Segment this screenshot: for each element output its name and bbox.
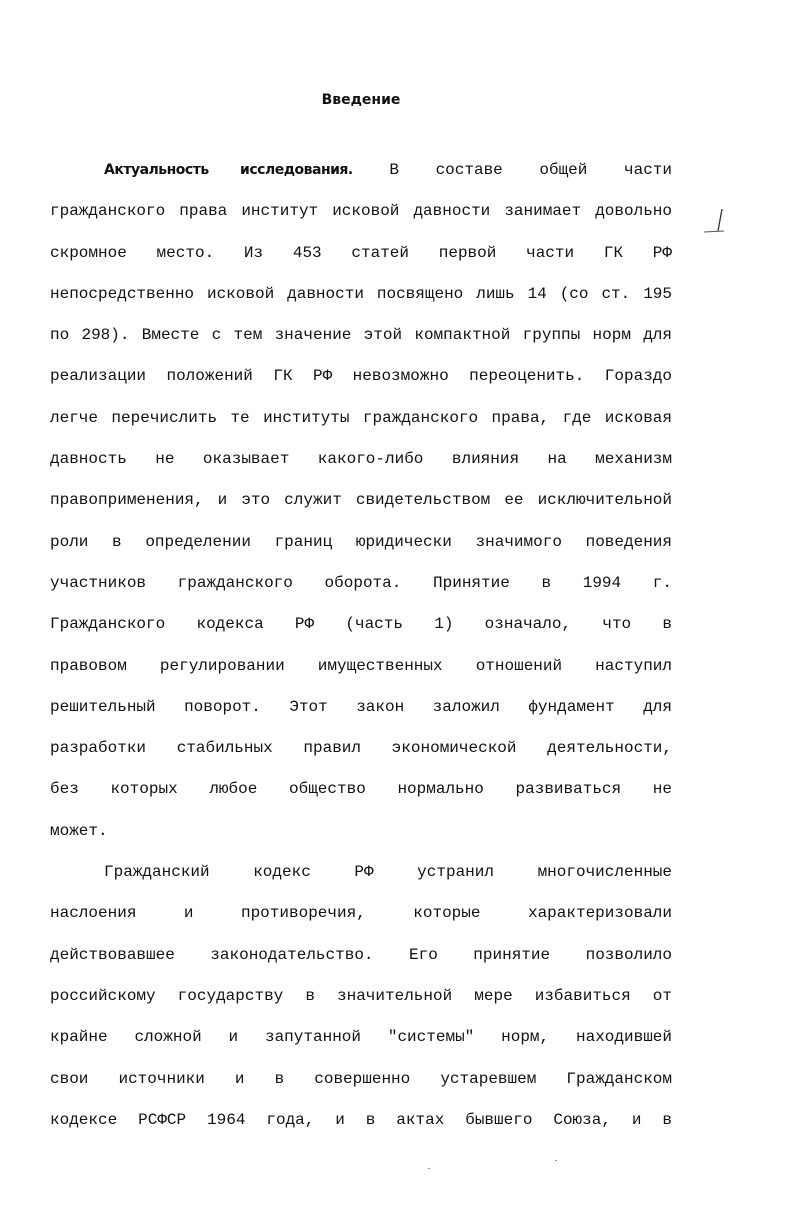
page-title: Введение [321,92,401,108]
first-line-text: В составе общей части [389,161,672,179]
text-line: действовавшее законодательство. Его принятие позволило [50,945,672,964]
text-line: по 298). Вместе с тем значение этой компактной группы норм для [50,326,672,345]
text-line: Гражданского кодекса РФ (часть 1) означало, что в [50,615,672,634]
text-line: участников гражданского оборота. Принятие в 1994 г. [50,573,672,592]
text-line: скромное место. Из 453 статей первой части ГК РФ [50,243,672,262]
scan-speck [555,1160,557,1161]
text-line: свои источники и в совершенно устаревшем Гражданском [50,1069,672,1088]
text-line: может. [50,821,108,840]
text-line: давность не оказывает какого-либо влияния на механизм [50,450,672,469]
text-line: крайне сложной и запутанной "системы" норм, находившей [50,1028,672,1047]
text-line: правовом регулировании имущественных отношений наступил [50,656,672,675]
text-line: наслоения и противоречия, которые характеризовали [50,904,672,923]
scan-speck [428,1168,430,1169]
text-line: легче перечислить те институты гражданского права, где исковая [50,408,672,427]
text-line: реализации положений ГК РФ невозможно переоценить. Гораздо [50,367,672,386]
document-body [50,150,672,1141]
text-line: непосредственно исковой давности посвящено лишь 14 (со ст. 195 [50,284,672,303]
text-line: кодексе РСФСР 1964 года, и в актах бывшего Союза, и в [50,1110,672,1129]
lead-heading: Актуальность исследования. [104,162,353,178]
text-line: Гражданский кодекс РФ устранил многочисленные [104,863,672,882]
text-line: правоприменения, и это служит свидетельством ее исключительной [50,491,672,510]
text-line: без которых любое общество нормально развиваться не [50,780,672,799]
text-line: решительный поворот. Этот закон заложил фундамент для [50,697,672,716]
text-line: гражданского права институт исковой давности занимает довольно [50,202,672,221]
paragraph-1-line [50,150,672,191]
handwritten-check-mark [700,205,732,237]
text-line: разработки стабильных правил экономической деятельности, [50,739,672,758]
text-line: роли в определении границ юридически значимого поведения [50,532,672,551]
text-line: российскому государству в значительной мере избавиться от [50,986,672,1005]
